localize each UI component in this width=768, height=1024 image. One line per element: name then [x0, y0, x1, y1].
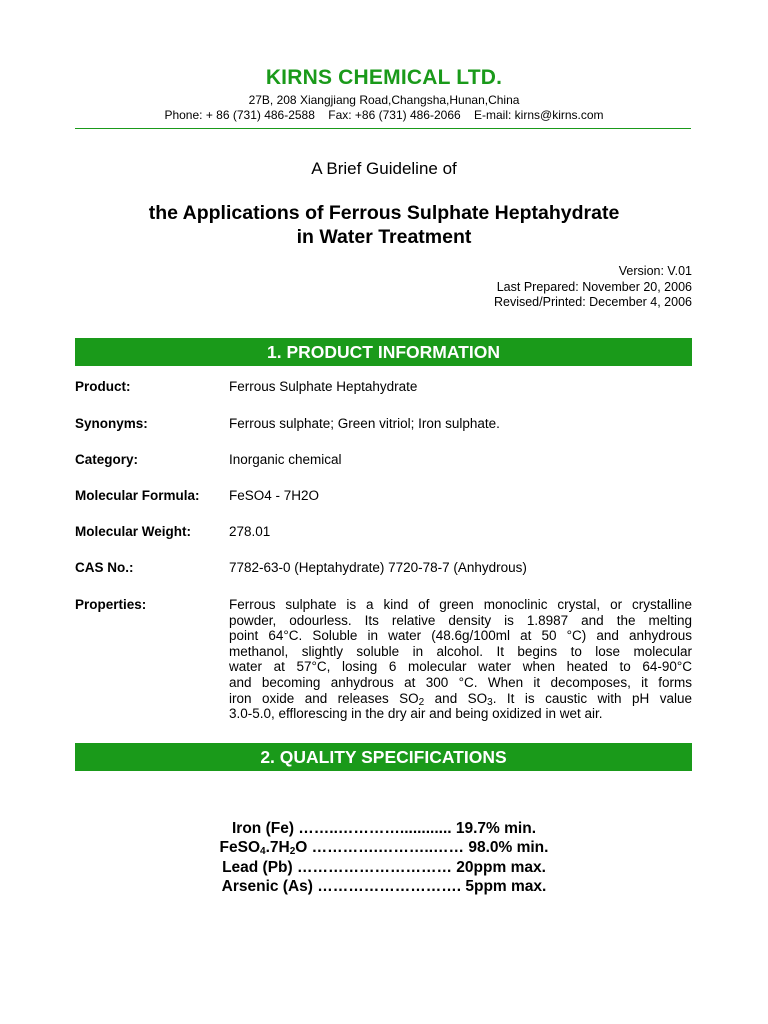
properties-line: and becoming anhydrous at 300 °C. When it decomposes, it forms	[229, 674, 692, 690]
cas-label: CAS No.:	[75, 560, 134, 575]
properties-line: powder, odourless. Its relative density is 1.8987 and the melting	[229, 612, 692, 628]
spec-arsenic: Arsenic (As) ………………………. 5ppm max.	[221, 878, 547, 895]
cas-value: 7782-63-0 (Heptahydrate) 7720-78-7 (Anhydrous)	[229, 560, 527, 575]
category-label: Category:	[75, 452, 139, 467]
properties-text-part: . It is caustic with pH value	[492, 690, 692, 706]
properties-text-part: iron oxide and releases SO	[229, 690, 419, 706]
product-label: Product:	[75, 379, 131, 394]
doc-title-line2: in Water Treatment	[296, 226, 472, 248]
category-value: Inorganic chemical	[229, 452, 342, 467]
properties-line	[229, 691, 692, 707]
formula-value: FeSO4 - 7H2O	[229, 488, 320, 503]
properties-line: methanol, slightly soluble in alcohol. It begins to lose molecular	[229, 643, 692, 659]
email-address: E-mail: kirns@kirns.com	[474, 108, 604, 122]
doc-meta	[292, 264, 692, 311]
subscript: 2	[418, 696, 425, 708]
company-name: KIRNS CHEMICAL LTD.	[265, 66, 503, 89]
revised-printed: Revised/Printed: December 4, 2006	[493, 295, 692, 309]
spec-iron: Iron (Fe) ……..…………............ 19.7% min.	[231, 820, 536, 837]
subscript: 2	[289, 846, 296, 857]
spec-lead: Lead (Pb) ………………………… 20ppm max.	[222, 859, 546, 876]
spec-feso4-part: O ………….………..…… 98.0% min.	[295, 839, 549, 856]
properties-text	[229, 597, 692, 722]
company-contact	[0, 108, 768, 122]
spec-feso4	[0, 839, 768, 857]
section-heading-quality-specs: 2. QUALITY SPECIFICATIONS	[75, 743, 692, 771]
fax-number: Fax: +86 (731) 486-2066	[328, 108, 461, 122]
company-address: 27B, 208 Xiangjiang Road,Changsha,Hunan,China	[248, 93, 520, 107]
synonyms-label: Synonyms:	[75, 416, 148, 431]
synonyms-value: Ferrous sulphate; Green vitriol; Iron sulphate.	[229, 416, 500, 431]
properties-text-part: and SO	[424, 690, 488, 706]
product-value: Ferrous Sulphate Heptahydrate	[229, 379, 418, 394]
spec-feso4-part: .7H	[265, 839, 290, 856]
formula-label: Molecular Formula:	[75, 488, 200, 503]
doc-intro: A Brief Guideline of	[311, 159, 457, 178]
phone-number: Phone: + 86 (731) 486-2588	[164, 108, 315, 122]
doc-title-line1: the Applications of Ferrous Sulphate Heptahydrate	[148, 202, 620, 224]
weight-value: 278.01	[229, 524, 271, 539]
section-heading-product-info: 1. PRODUCT INFORMATION	[75, 338, 692, 366]
header-divider	[75, 128, 691, 129]
properties-line: water at 57°C, losing 6 molecular water when heated to 64-90°C	[229, 659, 692, 675]
properties-line: 3.0-5.0, efflorescing in the dry air and being oxidized in wet air.	[229, 706, 603, 722]
subscript: 3	[487, 696, 493, 708]
version: Version: V.01	[618, 264, 692, 278]
properties-line: Ferrous sulphate is a kind of green monoclinic crystal, or crystalline	[229, 597, 692, 612]
last-prepared: Last Prepared: November 20, 2006	[496, 279, 692, 294]
subscript: 4	[260, 846, 266, 857]
spec-feso4-part: FeSO	[219, 839, 260, 856]
properties-label: Properties:	[75, 597, 147, 612]
weight-label: Molecular Weight:	[75, 524, 192, 539]
properties-line: point 64°C. Soluble in water (48.6g/100ml at 50 °C) and anhydrous	[229, 628, 692, 644]
